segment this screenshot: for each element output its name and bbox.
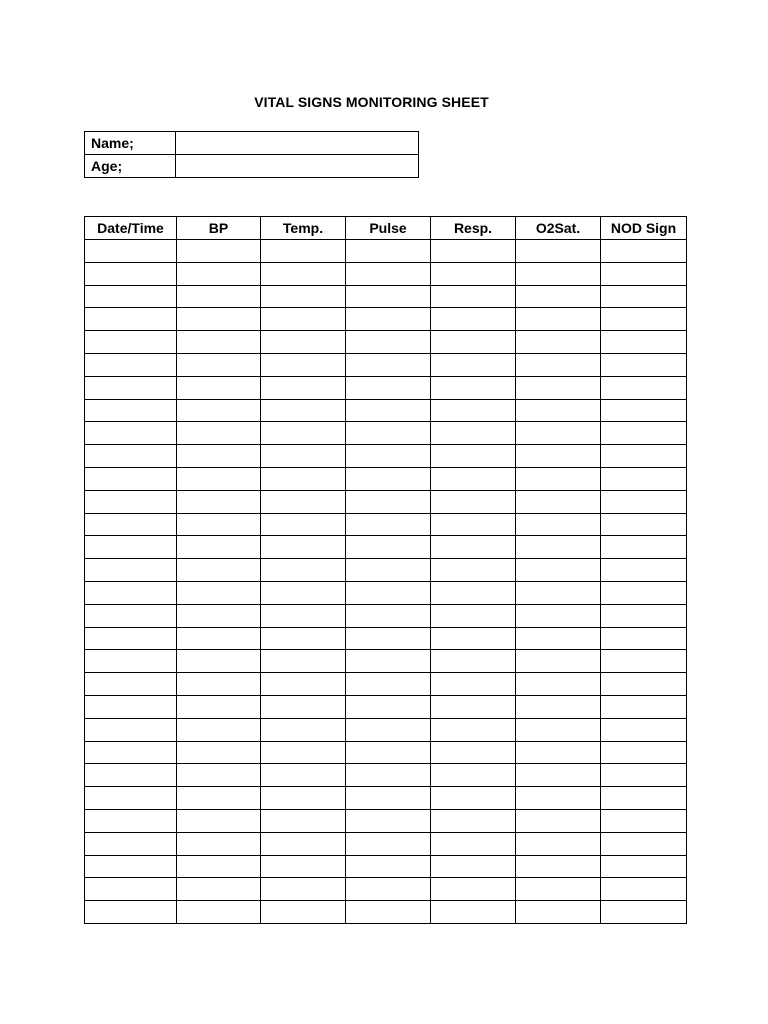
table-row — [85, 695, 687, 718]
table-cell[interactable] — [346, 331, 431, 354]
vital-signs-table — [84, 216, 687, 924]
table-row — [85, 764, 687, 787]
table-cell[interactable] — [346, 536, 431, 559]
table-cell[interactable] — [177, 536, 261, 559]
table-cell[interactable] — [516, 604, 601, 627]
table-cell[interactable] — [261, 331, 346, 354]
sheet-title: VITAL SIGNS MONITORING SHEET — [254, 94, 489, 110]
table-cell[interactable] — [177, 285, 261, 308]
table-cell[interactable] — [516, 308, 601, 331]
table-cell[interactable] — [85, 695, 177, 718]
table-cell[interactable] — [261, 650, 346, 673]
table-cell[interactable] — [261, 513, 346, 536]
table-cell[interactable] — [601, 878, 687, 901]
table-cell[interactable] — [516, 878, 601, 901]
table-cell[interactable] — [601, 718, 687, 741]
table-cell[interactable] — [346, 490, 431, 513]
table-cell[interactable] — [85, 399, 177, 422]
table-cell[interactable] — [516, 741, 601, 764]
table-cell[interactable] — [177, 308, 261, 331]
table-cell[interactable] — [601, 604, 687, 627]
table-cell[interactable] — [431, 832, 516, 855]
table-cell[interactable] — [601, 422, 687, 445]
table-cell[interactable] — [431, 262, 516, 285]
table-cell[interactable] — [261, 445, 346, 468]
table-cell[interactable] — [346, 764, 431, 787]
table-cell[interactable] — [516, 787, 601, 810]
table-cell[interactable] — [261, 262, 346, 285]
table-cell[interactable] — [177, 604, 261, 627]
table-cell[interactable] — [516, 399, 601, 422]
table-cell[interactable] — [601, 353, 687, 376]
table-cell[interactable] — [516, 901, 601, 924]
table-cell[interactable] — [601, 445, 687, 468]
patient-name-label: Name; — [85, 132, 176, 155]
table-cell[interactable] — [85, 787, 177, 810]
table-cell[interactable] — [601, 285, 687, 308]
table-cell[interactable] — [177, 376, 261, 399]
table-cell[interactable] — [177, 331, 261, 354]
table-cell[interactable] — [346, 832, 431, 855]
table-row — [85, 376, 687, 399]
table-cell[interactable] — [431, 490, 516, 513]
patient-name-field[interactable] — [176, 132, 419, 155]
table-cell[interactable] — [261, 809, 346, 832]
table-cell[interactable] — [85, 878, 177, 901]
table-cell[interactable] — [85, 445, 177, 468]
table-cell[interactable] — [516, 855, 601, 878]
table-cell[interactable] — [601, 331, 687, 354]
table-cell[interactable] — [516, 240, 601, 263]
table-cell[interactable] — [85, 513, 177, 536]
table-cell[interactable] — [601, 308, 687, 331]
table-cell[interactable] — [516, 559, 601, 582]
table-cell[interactable] — [346, 627, 431, 650]
table-cell[interactable] — [85, 673, 177, 696]
table-row — [85, 308, 687, 331]
table-row — [85, 445, 687, 468]
table-cell[interactable] — [516, 262, 601, 285]
table-cell[interactable] — [601, 650, 687, 673]
table-cell[interactable] — [346, 581, 431, 604]
table-row — [85, 855, 687, 878]
table-cell[interactable] — [431, 513, 516, 536]
table-cell[interactable] — [346, 604, 431, 627]
table-cell[interactable] — [516, 673, 601, 696]
table-cell[interactable] — [431, 809, 516, 832]
table-cell[interactable] — [85, 240, 177, 263]
table-cell[interactable] — [85, 650, 177, 673]
table-row — [85, 490, 687, 513]
table-cell[interactable] — [516, 467, 601, 490]
table-row — [85, 901, 687, 924]
table-cell[interactable] — [177, 901, 261, 924]
table-cell[interactable] — [261, 308, 346, 331]
table-cell[interactable] — [431, 467, 516, 490]
table-row — [85, 878, 687, 901]
table-cell[interactable] — [601, 513, 687, 536]
table-cell[interactable] — [431, 285, 516, 308]
table-cell[interactable] — [85, 353, 177, 376]
table-cell[interactable] — [85, 467, 177, 490]
table-cell[interactable] — [85, 855, 177, 878]
table-cell[interactable] — [177, 718, 261, 741]
table-cell[interactable] — [85, 559, 177, 582]
table-cell[interactable] — [346, 901, 431, 924]
table-cell[interactable] — [431, 718, 516, 741]
table-cell[interactable] — [261, 467, 346, 490]
patient-name-row — [85, 132, 419, 155]
table-cell[interactable] — [85, 422, 177, 445]
table-cell[interactable] — [177, 832, 261, 855]
table-cell[interactable] — [516, 445, 601, 468]
table-cell[interactable] — [601, 832, 687, 855]
column-header-pulse: Pulse — [346, 217, 431, 240]
table-cell[interactable] — [261, 855, 346, 878]
table-cell[interactable] — [261, 399, 346, 422]
table-row — [85, 536, 687, 559]
table-cell[interactable] — [346, 650, 431, 673]
table-row — [85, 399, 687, 422]
table-cell[interactable] — [431, 650, 516, 673]
table-cell[interactable] — [346, 445, 431, 468]
table-cell[interactable] — [261, 695, 346, 718]
table-row — [85, 285, 687, 308]
table-cell[interactable] — [261, 764, 346, 787]
table-cell[interactable] — [431, 445, 516, 468]
table-cell[interactable] — [177, 695, 261, 718]
table-row — [85, 604, 687, 627]
table-cell[interactable] — [85, 490, 177, 513]
table-cell[interactable] — [601, 467, 687, 490]
table-cell[interactable] — [346, 718, 431, 741]
table-cell[interactable] — [261, 490, 346, 513]
table-cell[interactable] — [346, 787, 431, 810]
table-cell[interactable] — [346, 308, 431, 331]
table-row — [85, 353, 687, 376]
table-body — [85, 240, 687, 924]
table-cell[interactable] — [85, 581, 177, 604]
table-cell[interactable] — [431, 855, 516, 878]
table-cell[interactable] — [177, 650, 261, 673]
table-cell[interactable] — [516, 422, 601, 445]
table-cell[interactable] — [85, 627, 177, 650]
table-cell[interactable] — [431, 240, 516, 263]
table-cell[interactable] — [85, 604, 177, 627]
table-cell[interactable] — [516, 764, 601, 787]
table-cell[interactable] — [177, 673, 261, 696]
table-cell[interactable] — [85, 741, 177, 764]
table-cell[interactable] — [431, 353, 516, 376]
table-cell[interactable] — [601, 262, 687, 285]
table-cell[interactable] — [601, 787, 687, 810]
table-cell[interactable] — [346, 855, 431, 878]
table-cell[interactable] — [601, 901, 687, 924]
column-header-date-time: Date/Time — [85, 217, 177, 240]
table-cell[interactable] — [177, 741, 261, 764]
table-cell[interactable] — [346, 741, 431, 764]
patient-age-label: Age; — [85, 155, 176, 178]
table-row — [85, 741, 687, 764]
table-row — [85, 422, 687, 445]
table-cell[interactable] — [346, 376, 431, 399]
table-cell[interactable] — [601, 695, 687, 718]
table-cell[interactable] — [177, 490, 261, 513]
table-cell[interactable] — [601, 240, 687, 263]
table-cell[interactable] — [85, 901, 177, 924]
table-cell[interactable] — [85, 331, 177, 354]
table-cell[interactable] — [346, 422, 431, 445]
table-cell[interactable] — [431, 376, 516, 399]
column-header-bp: BP — [177, 217, 261, 240]
table-cell[interactable] — [516, 581, 601, 604]
table-cell[interactable] — [601, 855, 687, 878]
table-cell[interactable] — [177, 353, 261, 376]
table-cell[interactable] — [261, 878, 346, 901]
table-cell[interactable] — [601, 764, 687, 787]
table-cell[interactable] — [85, 832, 177, 855]
table-cell[interactable] — [516, 650, 601, 673]
table-cell[interactable] — [346, 262, 431, 285]
table-cell[interactable] — [516, 285, 601, 308]
table-cell[interactable] — [516, 627, 601, 650]
table-cell[interactable] — [177, 764, 261, 787]
table-cell[interactable] — [261, 353, 346, 376]
table-cell[interactable] — [431, 331, 516, 354]
table-cell[interactable] — [346, 399, 431, 422]
table-cell[interactable] — [516, 536, 601, 559]
table-cell[interactable] — [261, 787, 346, 810]
table-cell[interactable] — [516, 513, 601, 536]
table-row — [85, 673, 687, 696]
table-cell[interactable] — [177, 445, 261, 468]
table-cell[interactable] — [346, 878, 431, 901]
table-cell[interactable] — [431, 308, 516, 331]
table-cell[interactable] — [601, 627, 687, 650]
table-cell[interactable] — [177, 559, 261, 582]
table-cell[interactable] — [346, 240, 431, 263]
table-cell[interactable] — [431, 627, 516, 650]
table-cell[interactable] — [516, 809, 601, 832]
table-cell[interactable] — [261, 604, 346, 627]
table-cell[interactable] — [601, 809, 687, 832]
table-cell[interactable] — [601, 559, 687, 582]
column-header-resp: Resp. — [431, 217, 516, 240]
table-cell[interactable] — [431, 741, 516, 764]
table-cell[interactable] — [177, 627, 261, 650]
table-cell[interactable] — [601, 490, 687, 513]
table-cell[interactable] — [177, 513, 261, 536]
table-cell[interactable] — [516, 376, 601, 399]
table-cell[interactable] — [177, 240, 261, 263]
table-cell[interactable] — [177, 855, 261, 878]
table-cell[interactable] — [177, 262, 261, 285]
table-row — [85, 262, 687, 285]
table-cell[interactable] — [431, 764, 516, 787]
table-cell[interactable] — [85, 536, 177, 559]
table-row — [85, 559, 687, 582]
table-cell[interactable] — [177, 787, 261, 810]
table-cell[interactable] — [85, 764, 177, 787]
table-row — [85, 627, 687, 650]
table-cell[interactable] — [431, 604, 516, 627]
table-cell[interactable] — [85, 376, 177, 399]
table-cell[interactable] — [85, 262, 177, 285]
table-cell[interactable] — [346, 353, 431, 376]
table-cell[interactable] — [601, 536, 687, 559]
table-cell[interactable] — [431, 673, 516, 696]
table-cell[interactable] — [177, 581, 261, 604]
table-cell[interactable] — [601, 741, 687, 764]
table-cell[interactable] — [177, 467, 261, 490]
table-row — [85, 467, 687, 490]
table-cell[interactable] — [261, 718, 346, 741]
table-cell[interactable] — [431, 422, 516, 445]
table-cell[interactable] — [516, 331, 601, 354]
table-cell[interactable] — [177, 399, 261, 422]
table-header-row — [85, 217, 687, 240]
table-row — [85, 650, 687, 673]
table-cell[interactable] — [346, 559, 431, 582]
table-cell[interactable] — [601, 673, 687, 696]
table-cell[interactable] — [431, 695, 516, 718]
table-cell[interactable] — [516, 718, 601, 741]
table-row — [85, 787, 687, 810]
table-cell[interactable] — [85, 809, 177, 832]
table-cell[interactable] — [261, 559, 346, 582]
table-cell[interactable] — [431, 787, 516, 810]
patient-age-row — [85, 155, 419, 178]
patient-age-field[interactable] — [176, 155, 419, 178]
table-cell[interactable] — [346, 513, 431, 536]
table-cell[interactable] — [261, 741, 346, 764]
table-cell[interactable] — [261, 901, 346, 924]
table-cell[interactable] — [177, 422, 261, 445]
patient-info-table — [84, 131, 419, 178]
table-row — [85, 832, 687, 855]
table-cell[interactable] — [261, 536, 346, 559]
table-cell[interactable] — [346, 467, 431, 490]
table-cell[interactable] — [516, 695, 601, 718]
column-header-nod-sign: NOD Sign — [601, 217, 687, 240]
table-row — [85, 718, 687, 741]
table-row — [85, 581, 687, 604]
table-cell[interactable] — [85, 285, 177, 308]
table-cell[interactable] — [601, 581, 687, 604]
table-cell[interactable] — [261, 832, 346, 855]
table-cell[interactable] — [431, 901, 516, 924]
table-cell[interactable] — [516, 490, 601, 513]
table-cell[interactable] — [431, 559, 516, 582]
table-cell[interactable] — [177, 878, 261, 901]
column-header-o2sat: O2Sat. — [516, 217, 601, 240]
table-cell[interactable] — [177, 809, 261, 832]
table-row — [85, 331, 687, 354]
table-row — [85, 809, 687, 832]
table-row — [85, 240, 687, 263]
table-cell[interactable] — [516, 832, 601, 855]
table-cell[interactable] — [601, 399, 687, 422]
table-cell[interactable] — [431, 399, 516, 422]
table-cell[interactable] — [85, 308, 177, 331]
table-cell[interactable] — [261, 673, 346, 696]
table-cell[interactable] — [346, 285, 431, 308]
table-cell[interactable] — [261, 240, 346, 263]
table-cell[interactable] — [346, 695, 431, 718]
table-row — [85, 513, 687, 536]
table-cell[interactable] — [261, 376, 346, 399]
table-cell[interactable] — [85, 718, 177, 741]
table-cell[interactable] — [261, 285, 346, 308]
table-cell[interactable] — [431, 878, 516, 901]
table-cell[interactable] — [261, 581, 346, 604]
table-cell[interactable] — [261, 422, 346, 445]
table-cell[interactable] — [346, 673, 431, 696]
table-cell[interactable] — [431, 581, 516, 604]
table-cell[interactable] — [601, 376, 687, 399]
column-header-temp: Temp. — [261, 217, 346, 240]
table-cell[interactable] — [346, 809, 431, 832]
table-cell[interactable] — [431, 536, 516, 559]
table-cell[interactable] — [261, 627, 346, 650]
table-cell[interactable] — [516, 353, 601, 376]
